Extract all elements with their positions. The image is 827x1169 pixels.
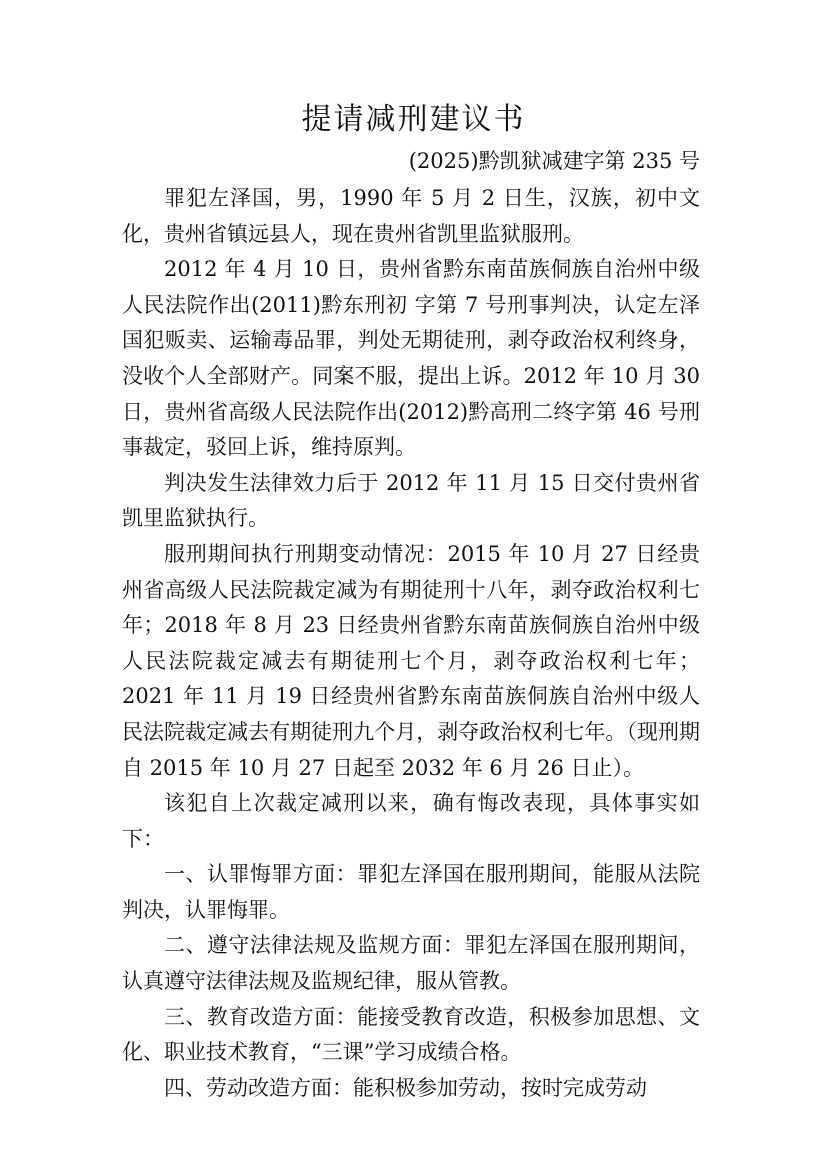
paragraph-facts-intro: 该犯自上次裁定减刑以来，确有悔改表现，具体事实如下： xyxy=(122,791,700,851)
paragraph-execution: 判决发生法律效力后于 2012 年 11 月 15 日交付贵州省凯里监狱执行。 xyxy=(122,470,700,531)
paragraph-sentence-changes: 服刑期间执行刑期变动情况：2015 年 10 月 27 日经贵州省高级人民法院裁定减为有期徒刑十八年，剥夺政治权利七年；2018 年 8 月 23 日经贵州省黔东南苗族侗族自治州中级人民法院裁定减去有期徒刑七个月，剥夺政治权利七年；2021 年 11 月 19 日经贵州省黔东南苗族侗族自治州中级人民法院裁定减去有期徒刑九个月，剥夺政治权利七年。（现刑期自 2015 年 10 月 27 日起至 2032 年 6 月 26 日止）。 xyxy=(122,541,700,780)
paragraph-original-judgment: 2012 年 4 月 10 日，贵州省黔东南苗族侗族自治州中级人民法院作出(2011)黔东刑初 字第 7 号刑事判决，认定左泽国犯贩卖、运输毒品罪，判处无期徒刑，剥夺政治权利终身，没收个人全部财产。同案不服，提出上诉。2012 年 10 月 30 日，贵州省高级人民法院作出(2012)黔高刑二终字第 46 号刑事裁定，驳回上诉，维持原判。 xyxy=(122,257,700,460)
paragraph-law-compliance: 二、遵守法律法规及监规方面：罪犯左泽国在服刑期间，认真遵守法律法规及监规纪律，服从管教。 xyxy=(122,933,700,994)
document-number: (2025)黔凯狱减建字第 235 号 xyxy=(408,149,700,173)
paragraph-criminal-info: 罪犯左泽国，男，1990 年 5 月 2 日生，汉族，初中文化，贵州省镇远县人，现在贵州省凯里监狱服刑。 xyxy=(122,186,700,246)
paragraph-education: 三、教育改造方面：能接受教育改造，积极参加思想、文化、职业技术教育，“三课”学习成绩合格。 xyxy=(122,1004,700,1065)
document-body xyxy=(122,181,700,1106)
document-title: 提请减刑建议书 xyxy=(301,102,526,137)
paragraph-repentance: 一、认罪悔罪方面：罪犯左泽国在服刑期间，能服从法院判决，认罪悔罪。 xyxy=(122,862,700,922)
paragraph-labor: 四、劳动改造方面：能积极参加劳动，按时完成劳动 xyxy=(164,1075,647,1100)
